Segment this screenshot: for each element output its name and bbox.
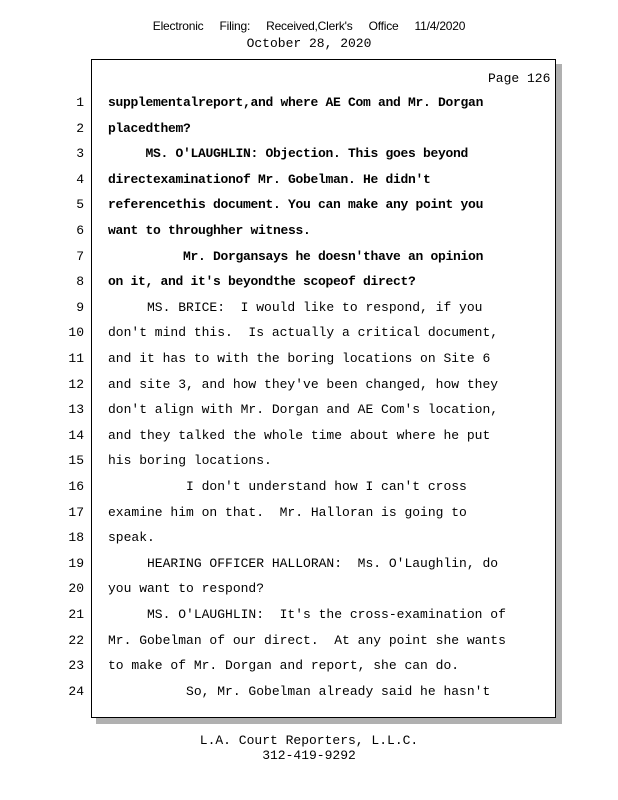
line-text: I don't understand how I can't cross — [108, 479, 467, 494]
transcript-line — [0, 146, 618, 166]
transcript-line — [0, 556, 618, 576]
line-number: 5 — [76, 197, 84, 212]
line-number: 8 — [76, 274, 84, 289]
footer — [0, 733, 618, 763]
line-text: So, Mr. Gobelman already said he hasn't — [108, 684, 491, 699]
line-number: 1 — [76, 95, 84, 110]
line-text: referencethis document. You can make any point you — [108, 197, 484, 212]
line-text: don't mind this. Is actually a critical document, — [108, 325, 499, 340]
line-number: 21 — [68, 607, 84, 622]
line-number: 14 — [68, 428, 84, 443]
filing-stamp — [0, 19, 618, 33]
line-number: 13 — [68, 402, 84, 417]
line-text: you want to respond? — [108, 581, 265, 596]
transcript-line — [0, 428, 618, 448]
header-date: October 28, 2020 — [246, 36, 372, 51]
footer-phone: 312-419-9292 — [262, 748, 356, 763]
line-number: 24 — [68, 684, 84, 699]
transcript-line — [0, 197, 618, 217]
transcript-line — [0, 249, 618, 269]
transcript-line — [0, 121, 618, 141]
transcript-line — [0, 172, 618, 192]
transcript-line — [0, 530, 618, 550]
transcript-line — [0, 505, 618, 525]
line-text: and they talked the whole time about where he put — [108, 428, 491, 443]
line-text: placedthem? — [108, 121, 191, 136]
line-text: Mr. Dorgansays he doesn'thave an opinion — [108, 249, 484, 264]
line-text: MS. O'LAUGHLIN: Objection. This goes beyond — [108, 146, 469, 161]
transcript-line — [0, 95, 618, 115]
line-text: and site 3, and how they've been changed, how they — [108, 377, 499, 392]
transcript-line — [0, 402, 618, 422]
line-number: 2 — [76, 121, 84, 136]
line-number: 6 — [76, 223, 84, 238]
transcript-line — [0, 274, 618, 294]
line-number: 16 — [68, 479, 84, 494]
transcript-line — [0, 684, 618, 704]
filing-stamp-label-4: Office — [368, 19, 399, 33]
line-text: Mr. Gobelman of our direct. At any point she wants — [108, 633, 506, 648]
transcript-line — [0, 658, 618, 678]
line-text: his boring locations. — [108, 453, 272, 468]
line-number: 9 — [76, 300, 84, 315]
line-number: 19 — [68, 556, 84, 571]
line-number: 4 — [76, 172, 84, 187]
line-text: supplementalreport,and where AE Com and Mr. Dorgan — [108, 95, 484, 110]
transcript-line — [0, 351, 618, 371]
line-number: 22 — [68, 633, 84, 648]
line-text: HEARING OFFICER HALLORAN: Ms. O'Laughlin, do — [108, 556, 499, 571]
line-text: to make of Mr. Dorgan and report, she can do. — [108, 658, 460, 673]
transcript-line — [0, 479, 618, 499]
line-number: 18 — [68, 530, 84, 545]
line-text: examine him on that. Mr. Halloran is going to — [108, 505, 467, 520]
line-number: 11 — [68, 351, 84, 366]
transcript-line — [0, 581, 618, 601]
line-text: on it, and it's beyondthe scopeof direct? — [108, 274, 416, 289]
line-number: 10 — [68, 325, 84, 340]
line-number: 7 — [76, 249, 84, 264]
line-text: don't align with Mr. Dorgan and AE Com's location, — [108, 402, 499, 417]
filing-stamp-date: 11/4/2020 — [414, 19, 466, 33]
line-text: speak. — [108, 530, 155, 545]
line-text: MS. BRICE: I would like to respond, if you — [108, 300, 483, 315]
transcript-line — [0, 453, 618, 473]
line-number: 20 — [68, 581, 84, 596]
line-number: 12 — [68, 377, 84, 392]
line-text: and it has to with the boring locations on Site 6 — [108, 351, 491, 366]
line-text: directexaminationof Mr. Gobelman. He didn't — [108, 172, 431, 187]
transcript-line — [0, 607, 618, 627]
line-number: 3 — [76, 146, 84, 161]
line-number: 17 — [68, 505, 84, 520]
footer-company: L.A. Court Reporters, L.L.C. — [199, 733, 419, 748]
line-number: 15 — [68, 453, 84, 468]
transcript-line — [0, 300, 618, 320]
filing-stamp-label-1: Electronic — [152, 19, 204, 33]
filing-stamp-label-2: Filing: — [219, 19, 251, 33]
transcript-line — [0, 633, 618, 653]
line-text: want to throughher witness. — [108, 223, 311, 238]
filing-stamp-label-3: Received,Clerk's — [266, 19, 353, 33]
transcript-line — [0, 223, 618, 243]
transcript-line — [0, 325, 618, 345]
transcript-line — [0, 377, 618, 397]
page-number: Page 126 — [488, 71, 551, 86]
line-number: 23 — [68, 658, 84, 673]
line-text: MS. O'LAUGHLIN: It's the cross-examination of — [108, 607, 506, 622]
